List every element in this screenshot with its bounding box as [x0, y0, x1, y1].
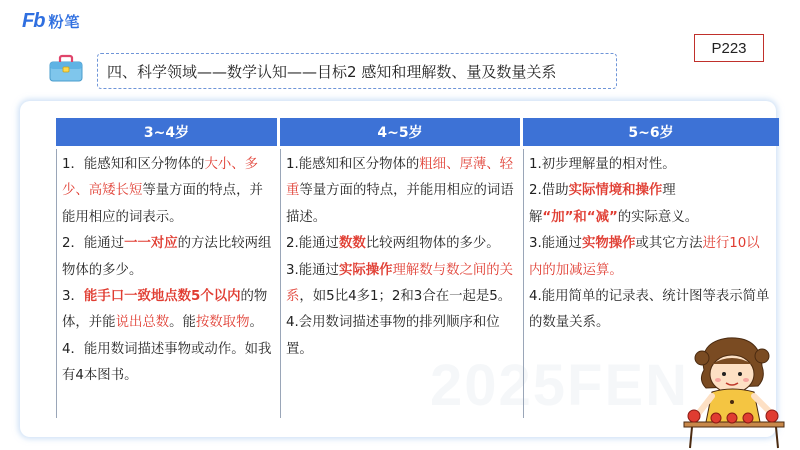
goal-text: 。 [249, 315, 263, 331]
goal-item [62, 284, 276, 337]
goal-item [62, 152, 276, 231]
goal-text: 的方法比较两组物体的多少。 [62, 236, 272, 278]
column-header-3-4: 3~4岁 [56, 118, 277, 146]
goal-highlight: 能手口一致地点数5个以内 [83, 289, 241, 305]
goal-highlight: 按数取物 [195, 315, 250, 331]
goal-text: ，如5比4多1；2和3合在一起是5。 [299, 289, 512, 305]
goal-item [286, 152, 519, 231]
goal-text: 比较两组物体的多少。 [365, 236, 500, 252]
goal-text: 理解 [529, 183, 676, 225]
logo-mark: Fb [22, 10, 45, 32]
goal-text: 2．能通过 [62, 236, 125, 252]
column-header-5-6: 5~6岁 [523, 118, 779, 146]
goal-item [286, 258, 519, 311]
goal-text: 的实际意义。 [617, 209, 699, 225]
goal-item [529, 231, 771, 284]
column-header-4-5: 4~5岁 [280, 118, 520, 146]
goal-text: 1.能感知和区分物体的 [286, 157, 420, 172]
section-title: 四、科学领域——数学认知——目标2 感知和理解数、量及数量关系 [107, 62, 557, 81]
goal-highlight: 进行10以内的加减运算。 [529, 236, 760, 278]
page-reference-box: P223 [694, 34, 764, 62]
brand-logo [22, 10, 80, 33]
toolbox-icon [48, 53, 84, 83]
goal-text: 3.能通过 [529, 236, 582, 252]
goal-text: 。能 [169, 315, 196, 331]
goal-item [286, 231, 519, 257]
goal-text: 3.能通过 [286, 262, 339, 278]
goals-table [56, 118, 779, 418]
cartoon-child-counting-illustration [676, 330, 786, 450]
goal-highlight: 实际操作 [338, 262, 393, 278]
goal-text: 2.借助 [529, 183, 569, 199]
goal-item [62, 231, 276, 284]
goal-text: 2.能通过 [286, 236, 339, 252]
goal-highlight: 粗细、厚薄、轻重 [286, 157, 514, 199]
goal-text: 1．能感知和区分物体的 [62, 157, 205, 172]
logo-text: 粉笔 [48, 13, 81, 31]
goal-highlight: “加”和“减” [542, 209, 618, 225]
goal-item [529, 178, 771, 231]
goal-highlight: 实际情境和操作 [568, 183, 663, 199]
goal-highlight: 数数 [338, 236, 366, 252]
section-title-box [97, 53, 617, 89]
goal-item: 4．能用数词描述事物或动作。如我有4本图书。 [62, 341, 272, 384]
goal-text: 或其它方法 [635, 236, 703, 252]
goal-item: 1.初步理解量的相对性。 [529, 157, 676, 172]
goal-highlight: 一一对应 [124, 236, 178, 252]
goal-item: 4.能用简单的记录表、统计图等表示简单的数量关系。 [529, 289, 770, 331]
goal-highlight: 实物操作 [581, 236, 636, 252]
goal-text: 的物体，并能 [62, 289, 268, 331]
goal-text: 3． [62, 289, 84, 305]
goal-highlight: 大小、多少、高矮长短 [62, 157, 258, 199]
goal-text: 等量方面的特点，并能用相应的词表示。 [62, 183, 263, 225]
goal-text: 等量方面的特点，并能用相应的词语描述。 [286, 183, 514, 225]
column-body-3-4 [56, 149, 280, 418]
goal-highlight: 说出总数 [115, 315, 170, 331]
goal-highlight: 理解数与数之间的关系 [286, 262, 514, 305]
column-body-4-5 [280, 149, 523, 418]
goal-item: 4.会用数词描述事物的排列顺序和位置。 [286, 315, 500, 357]
